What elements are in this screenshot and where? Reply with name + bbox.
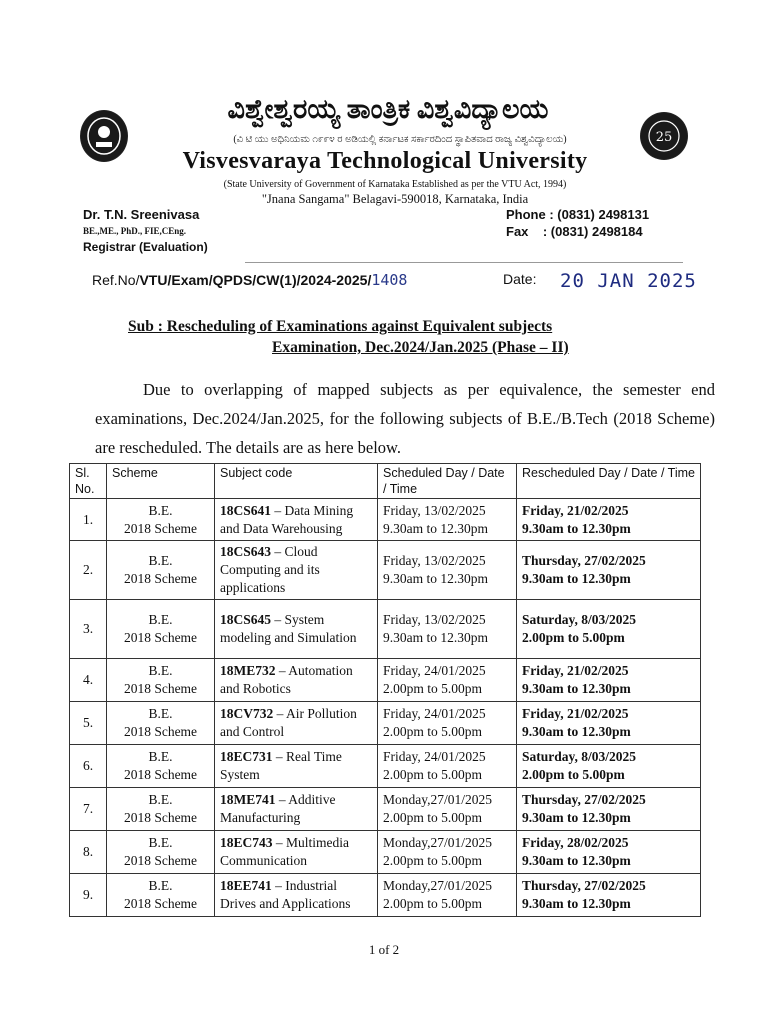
cell-scheduled: Friday, 24/01/2025 2.00pm to 5.00pm (378, 659, 517, 702)
cell-rescheduled: Friday, 21/02/2025 9.30am to 12.30pm (517, 659, 701, 702)
ref-code: VTU/Exam/QPDS/CW(1)/2024-2025/ (139, 272, 372, 288)
table-row (70, 745, 701, 788)
cell-sl: 4. (70, 659, 107, 702)
cell-scheduled: Friday, 13/02/2025 9.30am to 12.30pm (378, 541, 517, 600)
cell-scheduled: Monday,27/01/2025 2.00pm to 5.00pm (378, 874, 517, 917)
kannada-university-name: ವಿಶ್ವೇಶ್ವರಯ್ಯ ತಾಂತ್ರಿಕ ವಿಶ್ವವಿದ್ಯಾಲಯ (227, 94, 549, 124)
registrar-degrees: BE.,ME., PhD., FIE,CEng. (83, 226, 187, 236)
anniversary-25-logo (640, 112, 688, 160)
cell-rescheduled: Thursday, 27/02/2025 9.30am to 12.30pm (517, 541, 701, 600)
cell-rescheduled: Thursday, 27/02/2025 9.30am to 12.30pm (517, 788, 701, 831)
table-row (70, 831, 701, 874)
cell-scheme: B.E. 2018 Scheme (107, 745, 215, 788)
university-address: "Jnana Sangama" Belagavi-590018, Karnataka, India (261, 192, 529, 206)
cell-rescheduled: Saturday, 8/03/2025 2.00pm to 5.00pm (517, 600, 701, 659)
cell-sl: 8. (70, 831, 107, 874)
cell-sl: 3. (70, 600, 107, 659)
cell-scheduled: Friday, 13/02/2025 9.30am to 12.30pm (378, 600, 517, 659)
fax-number: Fax : (0831) 2498184 (506, 224, 643, 239)
cell-scheduled: Friday, 13/02/2025 9.30am to 12.30pm (378, 499, 517, 541)
ref-handwritten-number: 1408 (371, 271, 408, 289)
table-header-row (70, 464, 701, 499)
university-seal-logo (80, 110, 128, 162)
cell-scheme: B.E. 2018 Scheme (107, 788, 215, 831)
date-stamp: 20 JAN 2025 (560, 270, 697, 292)
header-scheduled: Scheduled Day / Date / Time (378, 464, 517, 499)
subject-line-2: Examination, Dec.2024/Jan.2025 (Phase – II) (272, 339, 569, 356)
table-row (70, 541, 701, 600)
cell-subject: 18EC743 – Multimedia Communication (215, 831, 378, 874)
cell-rescheduled: Friday, 28/02/2025 9.30am to 12.30pm (517, 831, 701, 874)
header-sl: Sl. No. (70, 464, 107, 499)
cell-rescheduled: Thursday, 27/02/2025 9.30am to 12.30pm (517, 874, 701, 917)
university-name: Visvesvaraya Technological University (182, 148, 588, 174)
header-rescheduled: Rescheduled Day / Date / Time (517, 464, 701, 499)
cell-scheme: B.E. 2018 Scheme (107, 659, 215, 702)
svg-text:25: 25 (655, 130, 673, 145)
cell-scheme: B.E. 2018 Scheme (107, 831, 215, 874)
cell-sl: 1. (70, 499, 107, 541)
cell-subject: 18CV732 – Air Pollution and Control (215, 702, 378, 745)
table-row (70, 659, 701, 702)
reschedule-table (69, 463, 701, 917)
cell-rescheduled: Friday, 21/02/2025 9.30am to 12.30pm (517, 702, 701, 745)
cell-subject: 18ME732 – Automation and Robotics (215, 659, 378, 702)
table-row (70, 874, 701, 917)
cell-scheme: B.E. 2018 Scheme (107, 600, 215, 659)
subject-line-1: Sub : Rescheduling of Examinations against Equivalent subjects (128, 318, 553, 335)
cell-rescheduled: Saturday, 8/03/2025 2.00pm to 5.00pm (517, 745, 701, 788)
cell-subject: 18CS641 – Data Mining and Data Warehousing (215, 499, 378, 541)
table-row (70, 600, 701, 659)
registrar-name: Dr. T.N. Sreenivasa (83, 207, 200, 222)
cell-sl: 6. (70, 745, 107, 788)
phone-number: Phone : (0831) 2498131 (506, 207, 650, 222)
cell-scheme: B.E. 2018 Scheme (107, 499, 215, 541)
cell-rescheduled: Friday, 21/02/2025 9.30am to 12.30pm (517, 499, 701, 541)
cell-scheduled: Monday,27/01/2025 2.00pm to 5.00pm (378, 788, 517, 831)
reference-number (92, 271, 407, 289)
kannada-subtitle: (ವಿ ಟಿ ಯು ಅಧಿನಿಯಮ ೧೯೯೪ ರ ಅಡಿಯಲ್ಲಿ ಕರ್ನಾಟಕ ಸರ್ಕಾರದಿಂದ ಸ್ಥಾಪಿತವಾದ ರಾಜ್ಯ ವಿಶ್ವವಿದ್ಯಾಲಯ) (233, 134, 567, 145)
cell-scheme: B.E. 2018 Scheme (107, 541, 215, 600)
registrar-title: Registrar (Evaluation) (83, 240, 208, 254)
cell-sl: 9. (70, 874, 107, 917)
table-row (70, 702, 701, 745)
cell-subject: 18EC731 – Real Time System (215, 745, 378, 788)
cell-sl: 7. (70, 788, 107, 831)
cell-sl: 5. (70, 702, 107, 745)
date-label: Date: (503, 271, 537, 287)
cell-subject: 18CS645 – System modeling and Simulation (215, 600, 378, 659)
page-number: 1 of 2 (368, 942, 400, 957)
cell-sl: 2. (70, 541, 107, 600)
body-paragraph (95, 375, 715, 462)
cell-scheduled: Friday, 24/01/2025 2.00pm to 5.00pm (378, 702, 517, 745)
establishment-note: (State University of Government of Karnataka Established as per the VTU Act, 1994) (223, 179, 567, 190)
body-text: Due to overlapping of mapped subjects as per equivalence, the semester end examinations, Dec.2024/Jan.2025, for the following subjects of B.E./B.Tech (2018 Scheme) are rescheduled. The details are as here below. (95, 380, 715, 457)
cell-subject: 18EE741 – Industrial Drives and Applications (215, 874, 378, 917)
cell-scheme: B.E. 2018 Scheme (107, 702, 215, 745)
cell-subject: 18CS643 – Cloud Computing and its applications (215, 541, 378, 600)
cell-subject: 18ME741 – Additive Manufacturing (215, 788, 378, 831)
header-divider (245, 262, 683, 263)
ref-prefix: Ref.No/ (92, 272, 140, 288)
table-row (70, 788, 701, 831)
header-subject: Subject code (215, 464, 378, 499)
cell-scheme: B.E. 2018 Scheme (107, 874, 215, 917)
cell-scheduled: Monday,27/01/2025 2.00pm to 5.00pm (378, 831, 517, 874)
table-row (70, 499, 701, 541)
cell-scheduled: Friday, 24/01/2025 2.00pm to 5.00pm (378, 745, 517, 788)
header-scheme: Scheme (107, 464, 215, 499)
